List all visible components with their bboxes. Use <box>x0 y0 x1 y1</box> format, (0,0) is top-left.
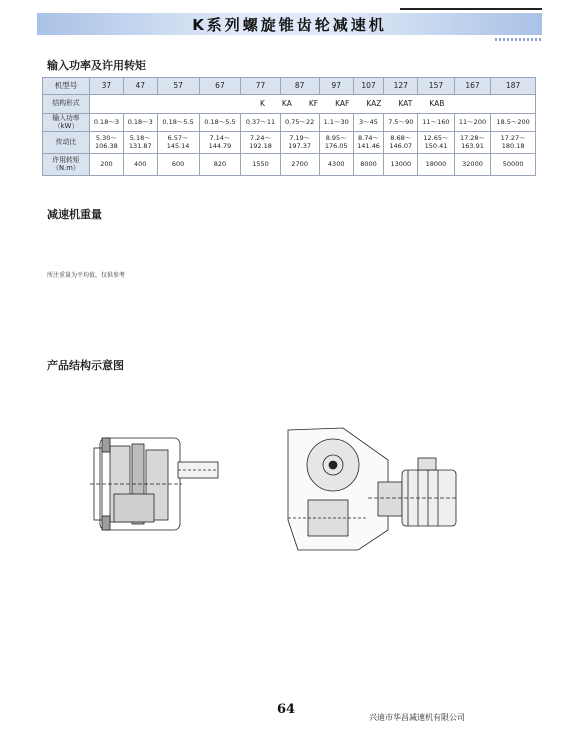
ratio-cell: 7.19～ 197.37 <box>280 132 319 154</box>
model-header: 157 <box>418 78 455 95</box>
structure-form-label: KF <box>308 98 319 108</box>
page-number: 64 <box>277 702 296 717</box>
model-header: 167 <box>454 78 491 95</box>
structure-forms-cell <box>90 95 536 114</box>
structure-form-label: KAF <box>335 98 350 108</box>
power-cell: 18.5～200 <box>491 114 536 132</box>
ratio-cell: 6.57～ 145.14 <box>157 132 199 154</box>
power-cell: 3～45 <box>353 114 384 132</box>
row-label-power: 输入功率 （kW） <box>43 114 90 132</box>
row-label-torque: 许用转矩 （N.m） <box>43 154 90 176</box>
torque-cell: 200 <box>90 154 124 176</box>
power-cell: 1.1～30 <box>319 114 353 132</box>
title-rule <box>400 8 542 10</box>
gearbox-side-section-diagram <box>70 400 220 565</box>
torque-cell: 1550 <box>241 154 280 176</box>
row-label-ratio: 传动比 <box>43 132 90 154</box>
page-title: K系列螺旋锥齿轮减速机 <box>192 15 387 34</box>
row-label-structure: 结构形式 <box>43 95 90 114</box>
ratio-cell: 12.65～ 150.41 <box>418 132 455 154</box>
ratio-cell: 7.14～ 144.79 <box>199 132 241 154</box>
company-name: 兴迪市华昌减速机有限公司 <box>369 713 465 722</box>
power-cell: 0.37～11 <box>241 114 280 132</box>
ratio-cell: 8.74～ 141.46 <box>353 132 384 154</box>
ratio-cell: 5.30～ 106.38 <box>90 132 124 154</box>
structure-form-label: KAT <box>398 98 413 108</box>
torque-cell: 18000 <box>418 154 455 176</box>
row-label-model: 机型号 <box>43 78 90 95</box>
structure-form-label: K <box>260 98 265 108</box>
power-cell: 0.18～3 <box>90 114 124 132</box>
model-header: 127 <box>384 78 418 95</box>
torque-cell: 50000 <box>491 154 536 176</box>
power-cell: 7.5～90 <box>384 114 418 132</box>
title-decoration <box>495 38 541 41</box>
gearbox-motor-assembly-diagram <box>268 400 478 570</box>
torque-cell: 13000 <box>384 154 418 176</box>
torque-cell: 400 <box>123 154 157 176</box>
model-header: 187 <box>491 78 536 95</box>
model-header: 107 <box>353 78 384 95</box>
structure-form-label: KA <box>281 98 292 108</box>
power-cell: 0.18～3 <box>123 114 157 132</box>
torque-cell: 2700 <box>280 154 319 176</box>
power-cell: 0.18～5.5 <box>157 114 199 132</box>
ratio-cell: 17.28～ 163.91 <box>454 132 491 154</box>
ratio-cell: 7.24～ 192.18 <box>241 132 280 154</box>
section-heading-weight: 减速机重量 <box>47 208 102 221</box>
weight-note: 所注重量为平均值，仅供参考 <box>47 272 126 279</box>
model-header: 37 <box>90 78 124 95</box>
power-cell: 0.18～5.5 <box>199 114 241 132</box>
torque-cell: 32000 <box>454 154 491 176</box>
power-cell: 0.75～22 <box>280 114 319 132</box>
torque-cell: 4300 <box>319 154 353 176</box>
model-header: 97 <box>319 78 353 95</box>
ratio-cell: 8.68～ 146.07 <box>384 132 418 154</box>
ratio-cell: 17.27～ 180.18 <box>491 132 536 154</box>
model-header: 77 <box>241 78 280 95</box>
model-header: 87 <box>280 78 319 95</box>
power-cell: 11～200 <box>454 114 491 132</box>
structure-form-label: KAB <box>429 98 445 108</box>
power-torque-table <box>42 77 536 176</box>
ratio-cell: 8.95～ 176.05 <box>319 132 353 154</box>
structure-form-label: KAZ <box>366 98 382 108</box>
power-cell: 11～160 <box>418 114 455 132</box>
ratio-cell: 5.18～ 131.87 <box>123 132 157 154</box>
torque-cell: 820 <box>199 154 241 176</box>
section-heading-structure: 产品结构示意图 <box>47 359 124 372</box>
section-heading-power: 输入功率及许用转矩 <box>47 59 146 72</box>
model-header: 47 <box>123 78 157 95</box>
model-header: 67 <box>199 78 241 95</box>
title-banner <box>37 13 542 35</box>
parts-legend <box>47 590 547 690</box>
torque-cell: 8000 <box>353 154 384 176</box>
torque-cell: 600 <box>157 154 199 176</box>
model-header: 57 <box>157 78 199 95</box>
